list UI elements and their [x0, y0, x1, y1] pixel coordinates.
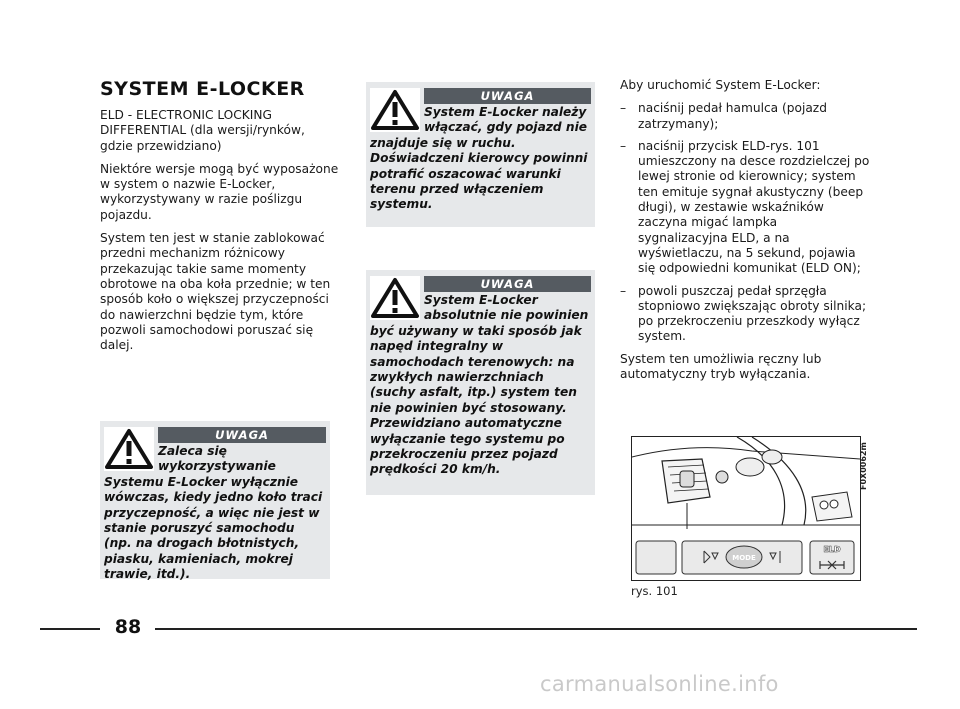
list-item: – powoli puszczaj pedał sprzęgła stopniowo zwiększając obroty silnika; po przekroczeniu przeszkody wyłącz system. [620, 283, 867, 344]
dashboard-drawing [632, 437, 860, 580]
watermark: carmanualsonline.info [540, 672, 779, 696]
footer-rule-left [40, 628, 100, 630]
warning-box-2 [366, 270, 595, 495]
warning-box-1 [366, 82, 595, 227]
description-paragraph: System ten jest w stanie zablokować przedni mechanizm różnicowy przekazując takie same momenty obrotowe na oba koła przednie; w ten sposób koło o większej przyczepności do nawierzchni będzie tym, które pozwoli samochodowi poruszać się dalej. [100, 231, 331, 353]
warning-body-text: znajduje się w ruchu. Doświadczeni kierowcy powinni potrafić oszacować warunki terenu przed włączeniem systemu. [370, 135, 588, 212]
list-item: – naciśnij pedał hamulca (pojazd zatrzymany); [620, 101, 827, 131]
warning-box-3 [100, 421, 330, 582]
procedure-steps [620, 101, 870, 344]
warning-triangle-icon [370, 276, 420, 320]
warning-head-text: System E-Locker należy włączać, gdy pojazd nie [424, 105, 588, 135]
procedure-intro: Aby uruchomić System E-Locker: [620, 78, 821, 92]
figure-code [856, 440, 870, 490]
svg-text:F0X0062m: F0X0062m [859, 442, 868, 490]
warning-head-text: System E-Locker absolutnie nie powinien [424, 293, 589, 323]
dashboard-illustration [631, 436, 861, 581]
warning-body-text: Systemu E-Locker wyłącznie wówczas, kiedy jedno koło traci przyczepność, a więc nie jest w stanie poruszyć samochodu (np. na drogach błotnistych, piasku, kamieniach, mokrej trawie, itd.). [104, 474, 323, 582]
warning-label: UWAGA [158, 427, 326, 443]
warning-triangle-icon [370, 88, 420, 132]
list-item: – naciśnij przycisk ELD-rys. 101 umieszczony na desce rozdzielczej po lewej stronie od kierownicy; system ten emituje sygnał akustyczny (beep długi), w zestawie wskaźników zaczyna migać lampka sygnalizacyjna ELD, a na wyświetlaczu, na 5 sekund, pojawia się odpowiedni komunikat (ELD ON); [620, 138, 870, 276]
figure-caption: rys. 101 [631, 584, 678, 598]
warning-head-text: Zaleca się wykorzystywanie [158, 444, 276, 474]
warning-triangle-icon [104, 427, 154, 471]
eld-button-label: ELD [823, 545, 841, 554]
warning-label: UWAGA [424, 276, 591, 292]
footer-rule-right [155, 628, 917, 630]
section-title: SYSTEM E-LOCKER [100, 78, 305, 100]
warning-label: UWAGA [424, 88, 591, 104]
right-column [620, 78, 870, 390]
mode-button-label: MODE [732, 554, 756, 562]
page-number: 88 [114, 616, 142, 638]
subtitle-paragraph: ELD - ELECTRONIC LOCKING DIFFERENTIAL (dla wersji/rynków, gdzie przewidziano) [100, 108, 305, 153]
warning-body-text: być używany w taki sposób jak napęd integralny w samochodach terenowych: na zwykłych nawierzchniach (suchy asfalt, itp.) system ten nie powinien być stosowany. Przewidziano automatyczne wyłączanie tego systemu po przekroczeniu przez pojazd prędkości 20 km/h. [370, 323, 582, 477]
intro-paragraph: Niektóre wersje mogą być wyposażone w system o nazwie E-Locker, wykorzystywany w razie poślizgu pojazdu. [100, 161, 339, 222]
left-column [100, 78, 340, 361]
procedure-outro: System ten umożliwia ręczny lub automatyczny tryb wyłączania. [620, 351, 822, 382]
